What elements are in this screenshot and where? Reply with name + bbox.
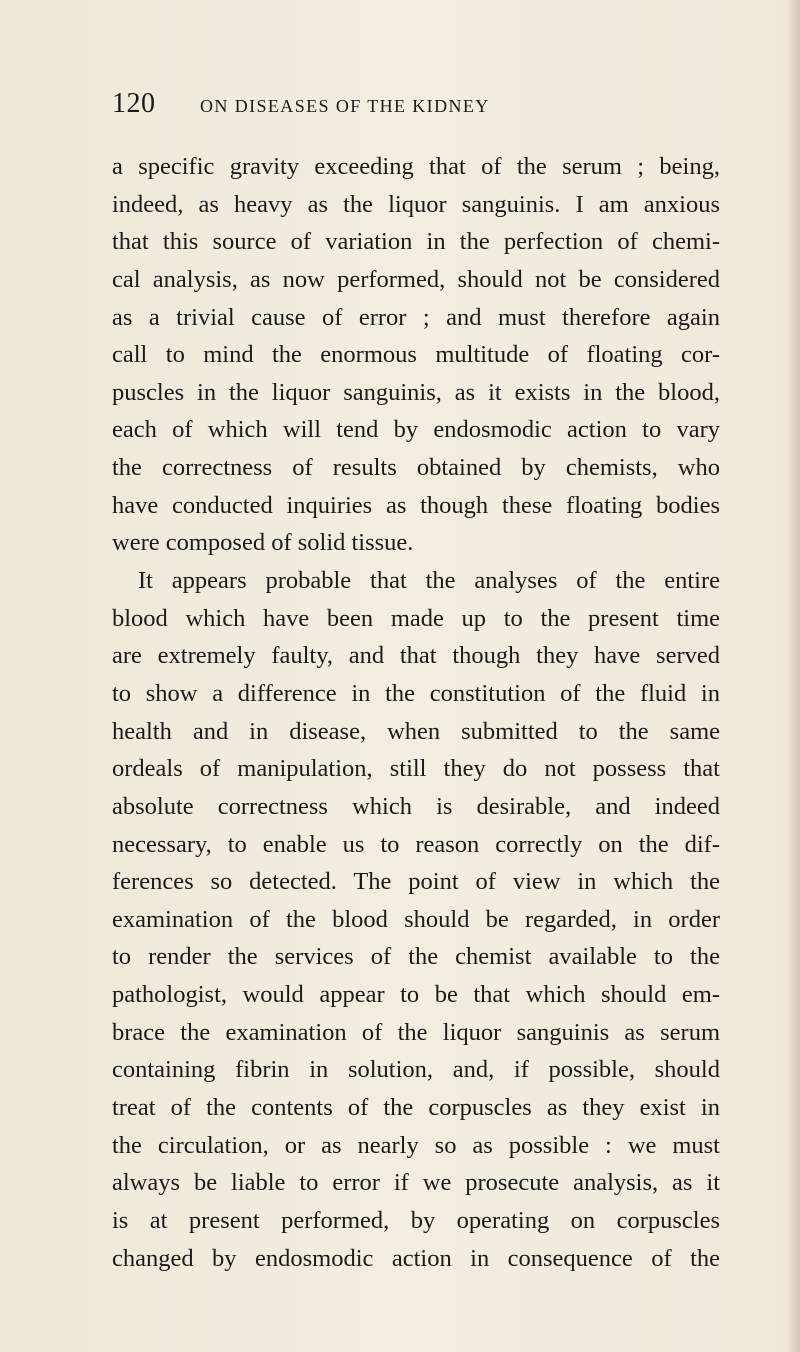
text-line: the correctness of results obtained by chemists, who xyxy=(112,454,720,482)
text-line: indeed, as heavy as the liquor sanguinis. I am anxious xyxy=(112,190,720,218)
running-head: ON DISEASES OF THE KIDNEY xyxy=(200,96,490,116)
text-line: absolute correctness which is desirable, and indeed xyxy=(112,792,720,820)
page-edge-shadow xyxy=(786,0,800,1352)
page-number: 120 xyxy=(112,88,156,119)
text-line: to render the services of the chemist available to the xyxy=(112,943,720,971)
text-line: call to mind the enormous multitude of floating cor- xyxy=(112,341,720,369)
text-line: each of which will tend by endosmodic action to vary xyxy=(112,416,720,444)
text-line: puscles in the liquor sanguinis, as it exists in the blood, xyxy=(112,378,720,406)
text-line: brace the examination of the liquor sanguinis as serum xyxy=(112,1018,720,1046)
text-line: a specific gravity exceeding that of the serum ; being, xyxy=(112,153,720,180)
text-line: were composed of solid tissue. xyxy=(112,529,414,557)
text-line: necessary, to enable us to reason correctly on the dif- xyxy=(112,830,720,858)
text-line: to show a difference in the constitution of the fluid in xyxy=(112,679,720,707)
text-line: the circulation, or as nearly so as possible : we must xyxy=(112,1131,720,1159)
text-line: containing fibrin in solution, and, if possible, should xyxy=(112,1056,720,1084)
text-line: as a trivial cause of error ; and must therefore again xyxy=(112,303,720,331)
text-line: examination of the blood should be regarded, in order xyxy=(112,905,720,933)
text-line: blood which have been made up to the present time xyxy=(112,604,720,632)
text-line: It appears probable that the analyses of the entire xyxy=(138,567,720,595)
text-line: ferences so detected. The point of view in which the xyxy=(112,868,720,896)
page-header xyxy=(112,88,712,128)
text-line: are extremely faulty, and that though they have served xyxy=(112,642,720,670)
text-line: is at present performed, by operating on corpuscles xyxy=(112,1206,720,1234)
text-line: health and in disease, when submitted to the same xyxy=(112,717,720,745)
text-line: pathologist, would appear to be that which should em- xyxy=(112,981,720,1009)
text-line: that this source of variation in the perfection of chemi- xyxy=(112,228,720,256)
text-line: treat of the contents of the corpuscles as they exist in xyxy=(112,1094,720,1122)
text-line: cal analysis, as now performed, should not be considered xyxy=(112,265,720,293)
text-line: always be liable to error if we prosecute analysis, as it xyxy=(112,1169,720,1197)
text-line: changed by endosmodic action in consequence of the xyxy=(112,1244,720,1272)
body-text xyxy=(112,148,720,1277)
text-line: have conducted inquiries as though these floating bodies xyxy=(112,491,720,519)
text-line: ordeals of manipulation, still they do not possess that xyxy=(112,755,720,783)
